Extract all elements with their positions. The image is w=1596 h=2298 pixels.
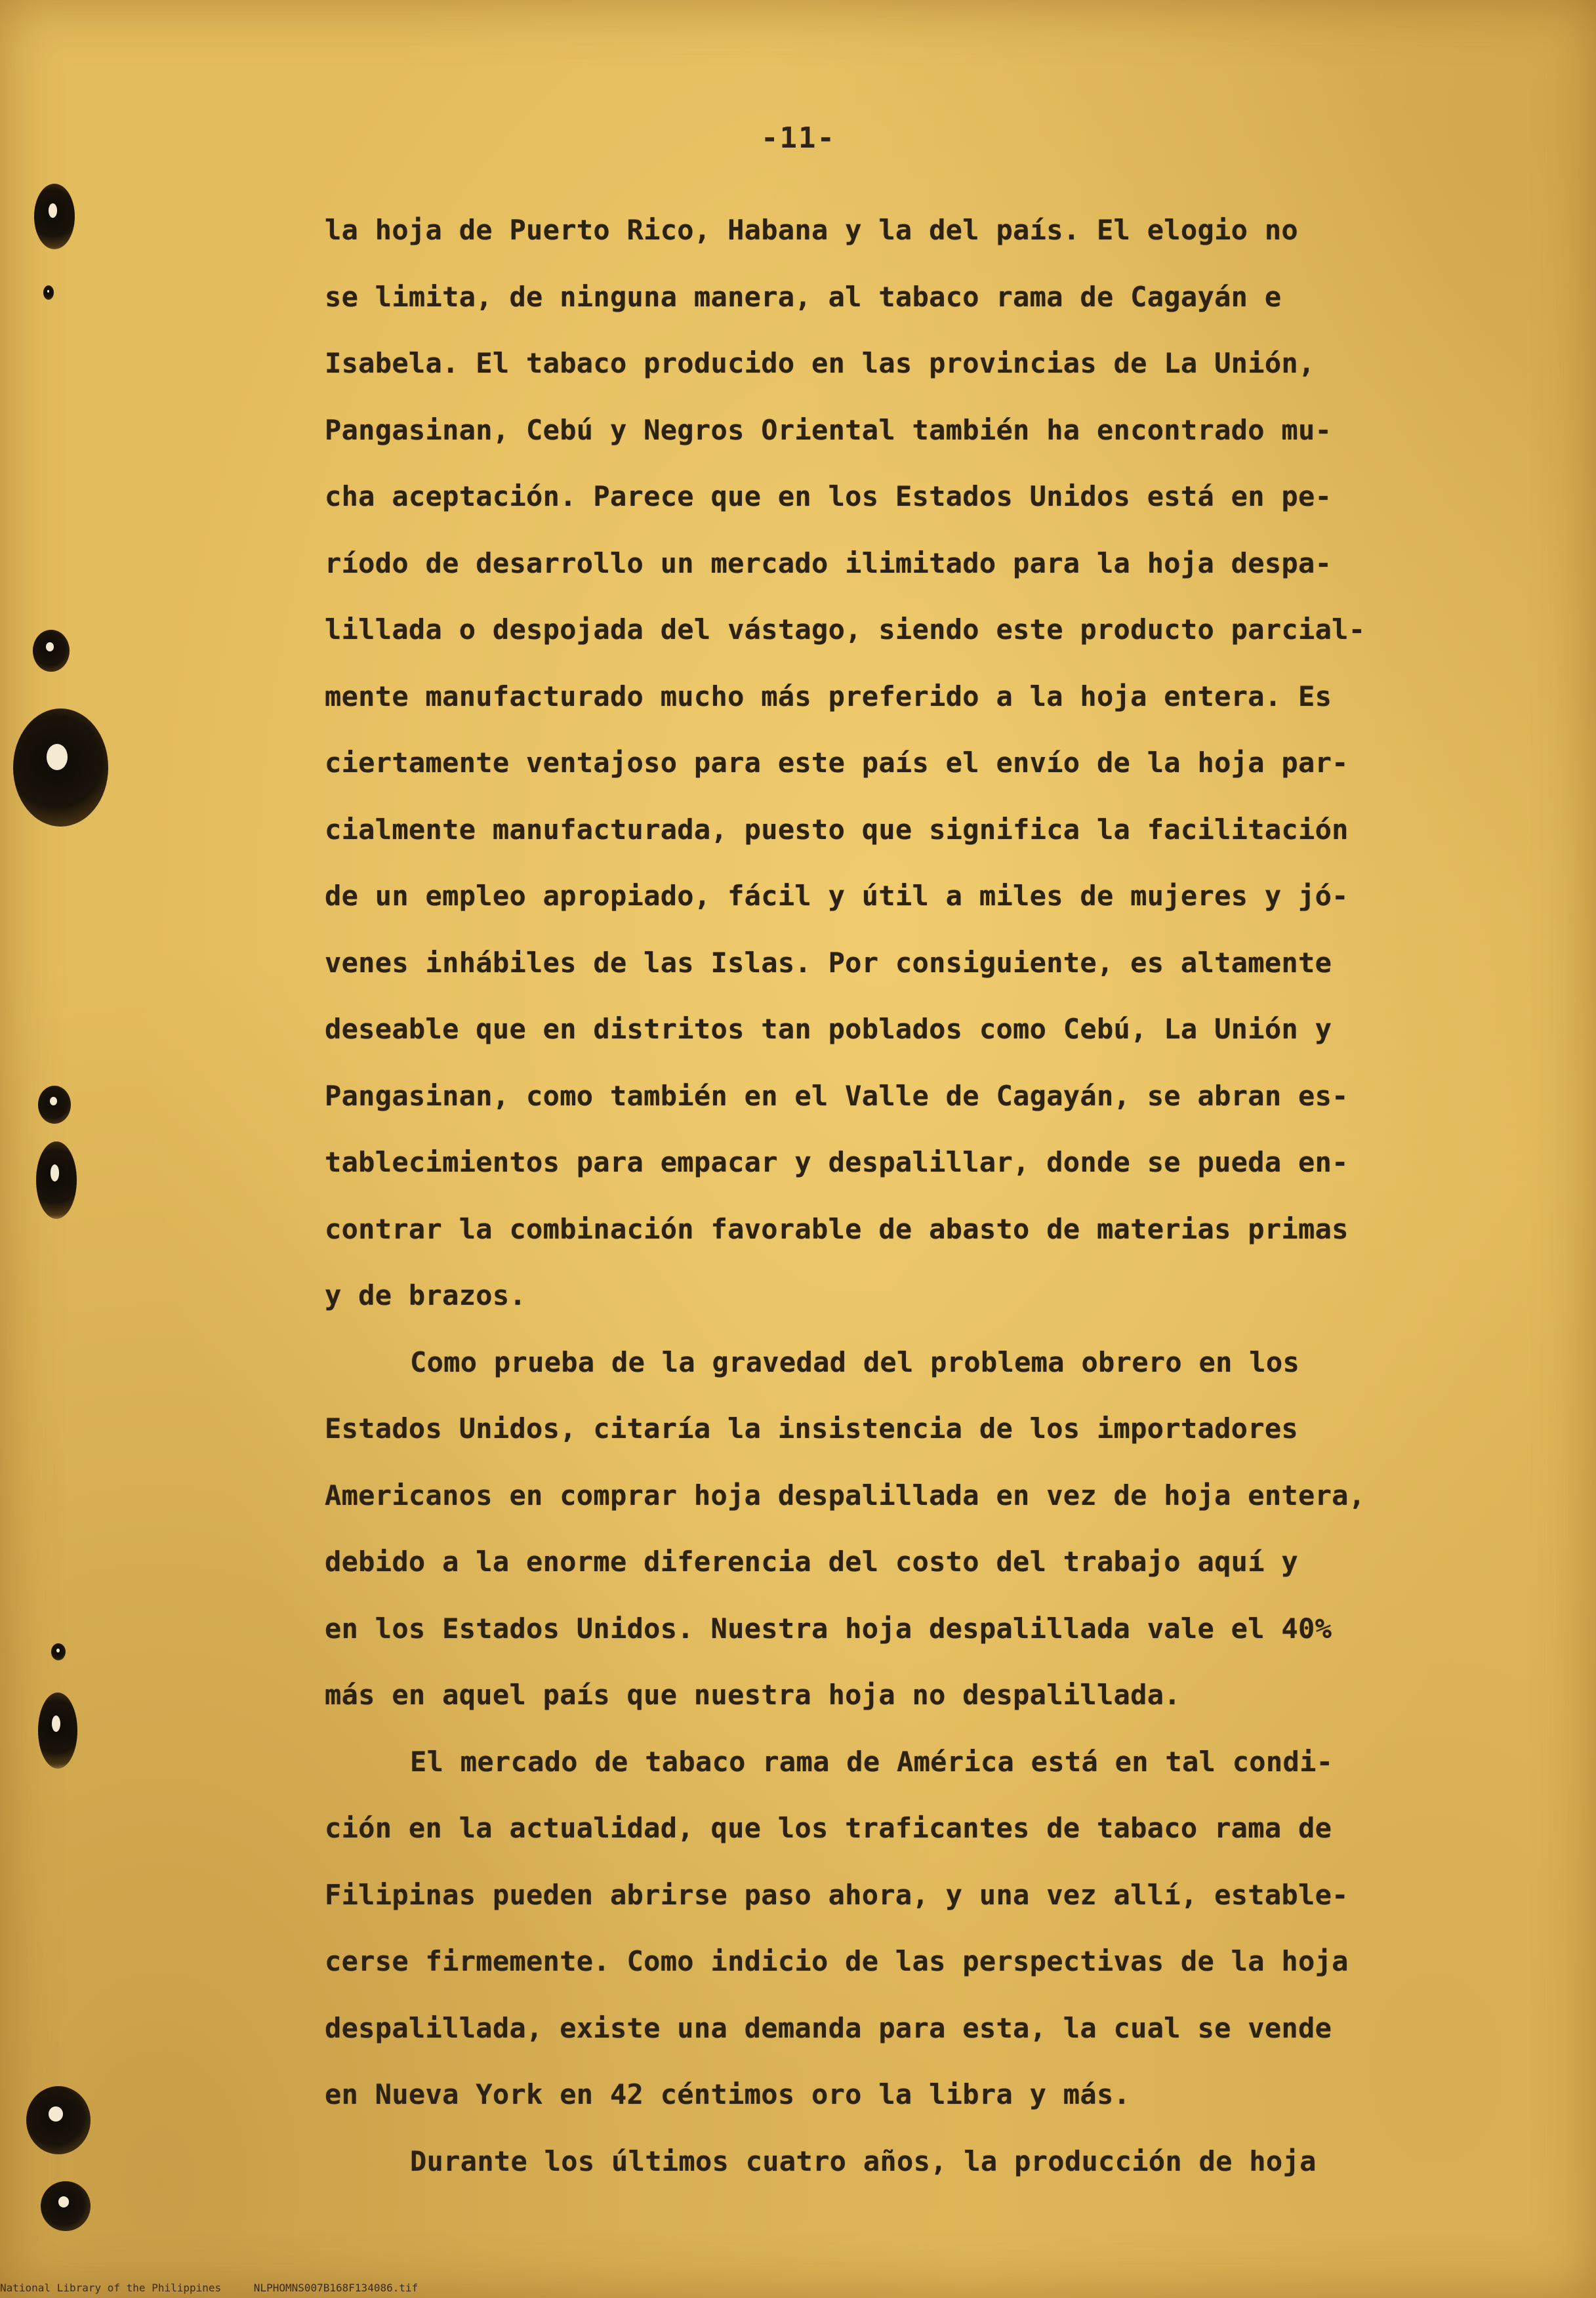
text-line: Durante los últimos cuatro años, la producción de hoja: [410, 2144, 1317, 2177]
text-line: cialmente manufacturada, puesto que significa la facilitación: [325, 813, 1349, 846]
page-number: -11-: [761, 121, 836, 155]
library-credit: National Library of the Philippines: [0, 2282, 222, 2294]
text-line: se limita, de ninguna manera, al tabaco rama de Cagayán e: [325, 280, 1282, 313]
text-line: de un empleo apropiado, fácil y útil a miles de mujeres y jó-: [325, 880, 1349, 912]
binding-hole: [43, 285, 54, 300]
text-line: ciertamente ventajoso para este país el envío de la hoja par-: [325, 747, 1349, 779]
text-line: tablecimientos para empacar y despalillar, donde se pueda en-: [325, 1146, 1349, 1178]
text-line: mente manufacturado mucho más preferido a la hoja entera. Es: [325, 680, 1332, 712]
text-line: debido a la enorme diferencia del costo del trabajo aquí y: [325, 1546, 1298, 1578]
binding-hole: [13, 708, 108, 827]
text-line: deseable que en distritos tan poblados como Cebú, La Unión y: [325, 1013, 1332, 1045]
text-line: El mercado de tabaco rama de América está en tal condi-: [410, 1745, 1334, 1778]
text-line: la hoja de Puerto Rico, Habana y la del país. El elogio no: [325, 214, 1298, 246]
text-line: cerse firmemente. Como indicio de las perspectivas de la hoja: [325, 1945, 1349, 1977]
text-line: y de brazos.: [325, 1279, 527, 1311]
binding-hole: [36, 1141, 77, 1219]
binding-hole: [26, 2086, 91, 2154]
text-line: Americanos en comprar hoja despalillada en vez de hoja entera,: [325, 1479, 1366, 1511]
text-line: cha aceptación. Parece que en los Estados Unidos está en pe-: [325, 480, 1332, 512]
binding-hole: [51, 1643, 66, 1660]
document-body: [325, 197, 1366, 2194]
text-line: más en aquel país que nuestra hoja no despalillada.: [325, 1679, 1181, 1711]
binding-hole: [41, 2181, 91, 2231]
text-line: Isabela. El tabaco producido en las provincias de La Unión,: [325, 347, 1315, 379]
text-line: ción en la actualidad, que los traficantes de tabaco rama de: [325, 1812, 1332, 1844]
text-line: despalillada, existe una demanda para esta, la cual se vende: [325, 2011, 1332, 2044]
text-line: Pangasinan, como también en el Valle de Cagayán, se abran es-: [325, 1079, 1349, 1112]
text-line: ríodo de desarrollo un mercado ilimitado para la hoja despa-: [325, 546, 1332, 579]
file-id: NLPHOMNS007B168F134086.tif: [253, 2282, 419, 2294]
text-line: venes inhábiles de las Islas. Por consiguiente, es altamente: [325, 946, 1332, 979]
binding-hole: [33, 630, 70, 672]
text-line: Estados Unidos, citaría la insistencia de los importadores: [325, 1412, 1298, 1445]
binding-hole: [38, 1693, 77, 1769]
footer-credit: [0, 2282, 418, 2294]
text-line: en Nueva York en 42 céntimos oro la libra y más.: [325, 2078, 1131, 2110]
text-line: en los Estados Unidos. Nuestra hoja despalillada vale el 40%: [325, 1612, 1332, 1645]
text-line: Pangasinan, Cebú y Negros Oriental también ha encontrado mu-: [325, 413, 1332, 446]
text-line: Como prueba de la gravedad del problema obrero en los: [410, 1345, 1300, 1378]
binding-hole: [38, 1086, 71, 1124]
binding-hole: [34, 184, 75, 249]
text-line: lillada o despojada del vástago, siendo este producto parcial-: [325, 613, 1366, 646]
text-line: Filipinas pueden abrirse paso ahora, y una vez allí, estable-: [325, 1878, 1349, 1911]
text-line: contrar la combinación favorable de abasto de materias primas: [325, 1212, 1349, 1245]
